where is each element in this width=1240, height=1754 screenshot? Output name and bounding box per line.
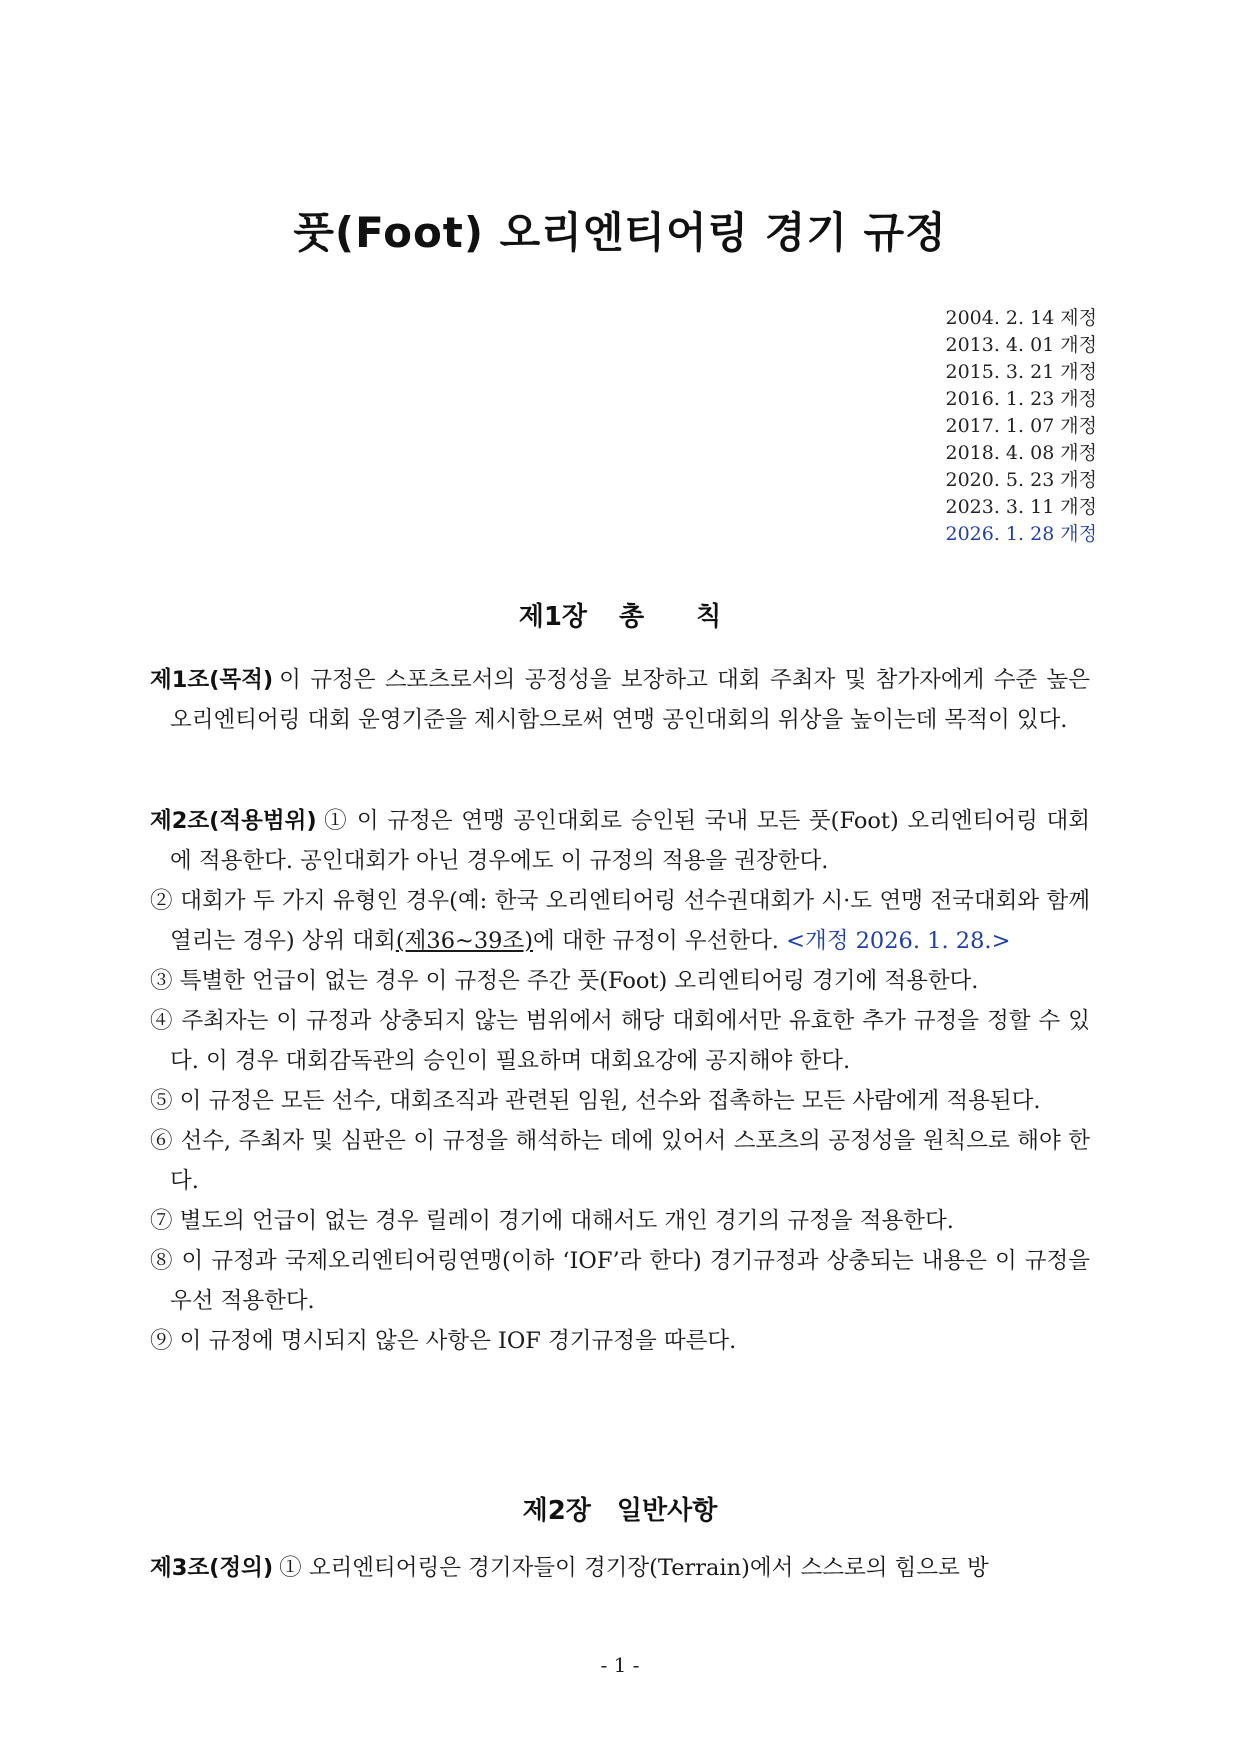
history-kind: 개정 xyxy=(1060,361,1097,383)
history-date: 2023. 3. 11 xyxy=(945,496,1055,518)
article-paragraph: ⑦ 별도의 언급이 없는 경우 릴레이 경기에 대해서도 개인 경기의 규정을 적용한다. xyxy=(150,1208,954,1234)
revision-history xyxy=(946,305,1098,548)
chapter-number: 제2장 xyxy=(522,1496,591,1526)
chapter-title: 일반사항 xyxy=(616,1496,718,1526)
article-label: 제3조(정의) xyxy=(150,1555,274,1581)
article-reference-link[interactable]: (제36~39조) xyxy=(395,928,533,954)
history-line xyxy=(946,413,1098,440)
history-line xyxy=(946,494,1098,521)
amendment-note: <개정 2026. 1. 28.> xyxy=(786,928,1011,954)
article-paragraph: ⑧ 이 규정과 국제오리엔티어링연맹(이하 ‘IOF’라 한다) 경기규정과 상충되는 내용은 이 규정을 우선 적용한다. xyxy=(150,1248,1090,1314)
chapter-title: 총 칙 xyxy=(619,602,722,632)
article-1 xyxy=(150,660,1090,740)
history-kind: 개정 xyxy=(1060,334,1097,356)
chapter-number: 제1장 xyxy=(518,602,588,632)
history-line xyxy=(946,359,1098,386)
history-kind: 개정 xyxy=(1060,388,1097,410)
history-date: 2013. 4. 01 xyxy=(945,334,1055,356)
article-text: ① 이 규정은 연맹 공인대회로 승인된 국내 모든 풋(Foot) 오리엔티어링 대회에 적용한다. 공인대회가 아닌 경우에도 이 규정의 적용을 권장한다. xyxy=(170,808,1090,874)
article-paragraph: ⑤ 이 규정은 모든 선수, 대회조직과 관련된 임원, 선수와 접촉하는 모든 사람에게 적용된다. xyxy=(150,1088,1041,1114)
article-label: 제1조(목적) xyxy=(150,667,274,693)
history-kind: 개정 xyxy=(1060,496,1097,518)
article-text: ② 대회가 두 가지 유형인 경우(예: 한국 오리엔티어링 선수권대회가 시·도 연맹 전국대회와 함께 열리는 경우) 상위 대회 xyxy=(150,888,1090,954)
history-line-latest xyxy=(946,521,1098,548)
article-label: 제2조(적용범위) xyxy=(150,808,317,834)
history-date: 2016. 1. 23 xyxy=(945,388,1055,410)
article-text: 에 대한 규정이 우선한다. xyxy=(533,928,779,954)
history-date: 2018. 4. 08 xyxy=(945,442,1055,464)
history-kind: 제정 xyxy=(1060,307,1097,329)
history-date: 2004. 2. 14 xyxy=(945,307,1055,329)
history-kind: 개정 xyxy=(1060,442,1097,464)
history-kind: 개정 xyxy=(1060,469,1097,491)
article-paragraph: ⑥ 선수, 주최자 및 심판은 이 규정을 해석하는 데에 있어서 스포츠의 공정성을 원칙으로 해야 한다. xyxy=(150,1128,1090,1194)
article-paragraph: ④ 주최자는 이 규정과 상충되지 않는 범위에서 해당 대회에서만 유효한 추가 규정을 정할 수 있다. 이 경우 대회감독관의 승인이 필요하며 대회요강에 공지해야 한다. xyxy=(150,1008,1090,1074)
article-2 xyxy=(150,801,1090,1361)
article-paragraph: ⑨ 이 규정에 명시되지 않은 사항은 IOF 경기규정을 따른다. xyxy=(150,1328,737,1354)
article-paragraph xyxy=(150,881,1090,961)
history-kind: 개정 xyxy=(1060,415,1097,437)
history-line xyxy=(946,386,1098,413)
history-date: 2020. 5. 23 xyxy=(945,469,1055,491)
article-text: ① 오리엔티어링은 경기자들이 경기장(Terrain)에서 스스로의 힘으로 방 xyxy=(279,1555,989,1581)
chapter-heading-1 xyxy=(0,596,1240,633)
history-line xyxy=(946,332,1098,359)
page-number: - 1 - xyxy=(600,1653,640,1677)
history-line xyxy=(946,305,1098,332)
history-date: 2015. 3. 21 xyxy=(945,361,1055,383)
document-title: 풋(Foot) 오리엔티어링 경기 규정 xyxy=(293,208,947,257)
history-date: 2026. 1. 28 xyxy=(945,523,1055,545)
history-line xyxy=(946,467,1098,494)
article-paragraph xyxy=(150,1548,1090,1588)
chapter-heading-2 xyxy=(0,1490,1240,1527)
history-date: 2017. 1. 07 xyxy=(945,415,1055,437)
history-kind: 개정 xyxy=(1060,523,1097,545)
history-line xyxy=(946,440,1098,467)
article-3 xyxy=(150,1548,1090,1588)
article-text: 이 규정은 스포츠로서의 공정성을 보장하고 대회 주최자 및 참가자에게 수준 높은 오리엔티어링 대회 운영기준을 제시함으로써 연맹 공인대회의 위상을 높이는데 목적이 있다. xyxy=(170,667,1090,733)
article-paragraph xyxy=(150,801,1090,881)
article-paragraph xyxy=(150,660,1090,740)
article-paragraph: ③ 특별한 언급이 없는 경우 이 규정은 주간 풋(Foot) 오리엔티어링 경기에 적용한다. xyxy=(150,968,979,994)
